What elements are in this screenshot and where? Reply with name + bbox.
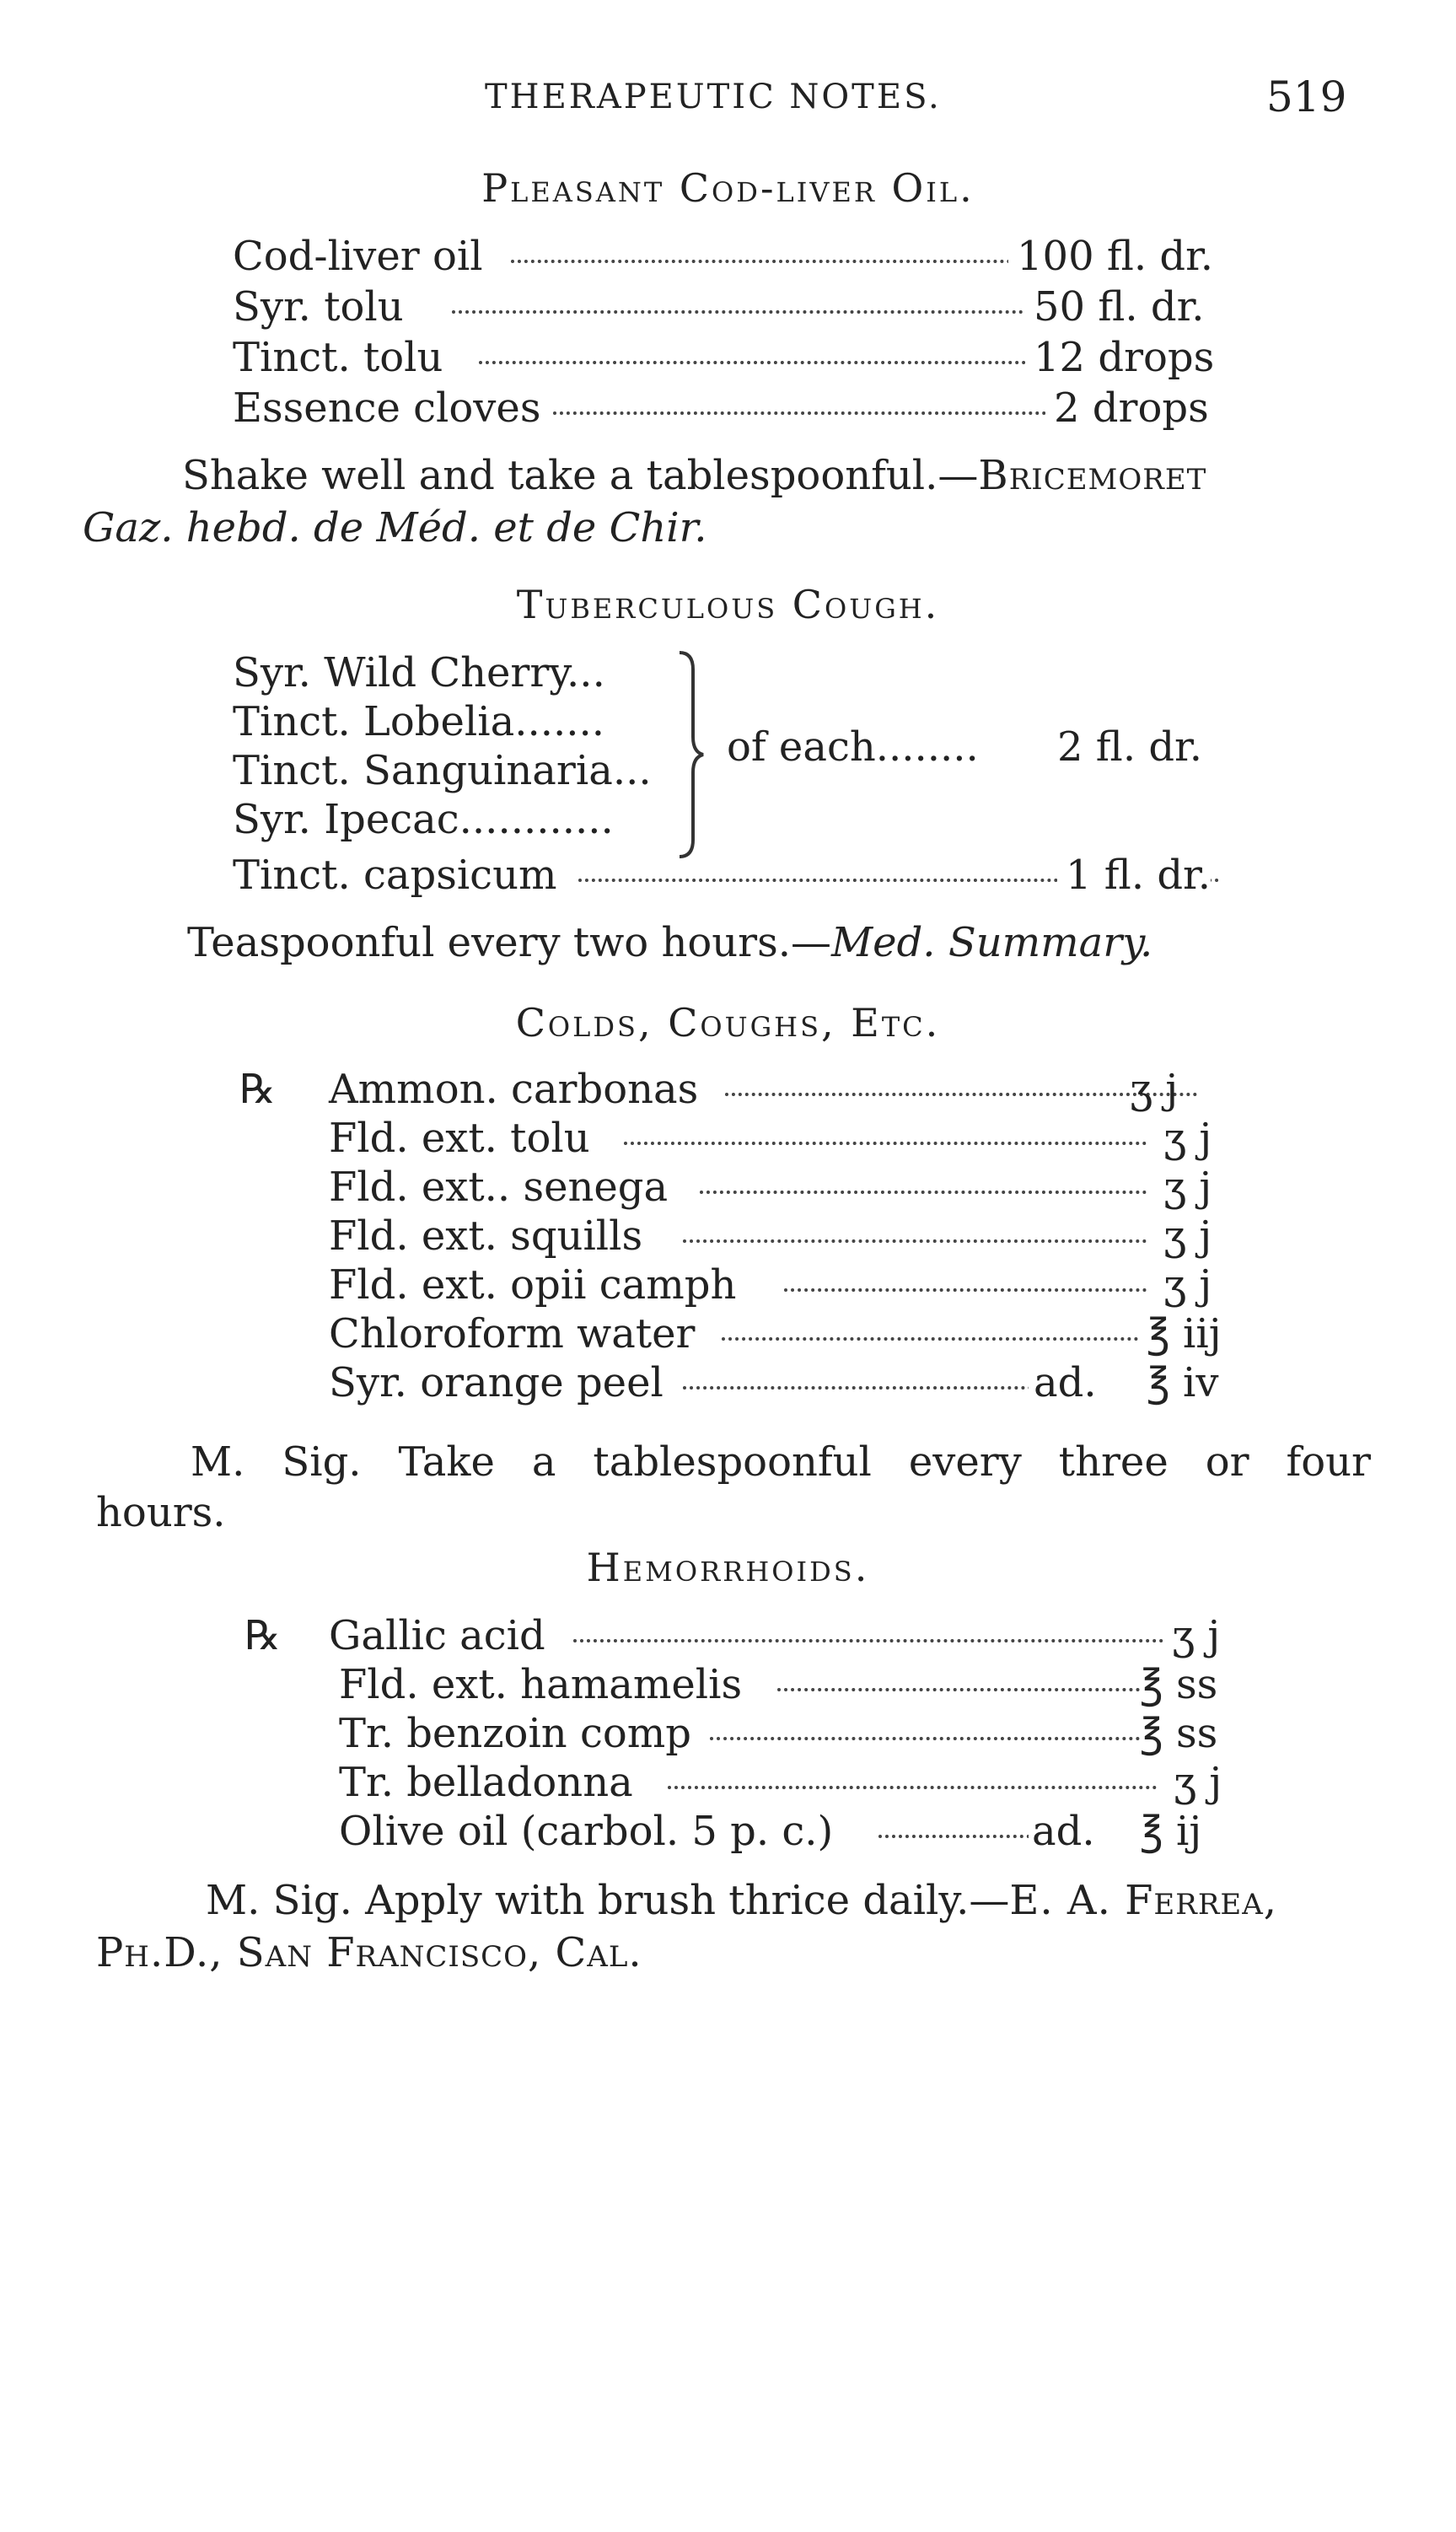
- recipe-item: [329, 1261, 1239, 1312]
- ingredient-quantity: ℥ iv: [1147, 1359, 1219, 1406]
- section-heading-tuberculous-cough: Tuberculous Cough.: [516, 582, 940, 627]
- dot-leader: [725, 1093, 1197, 1096]
- ingredient-name: Fld. ext. tolu: [329, 1115, 590, 1162]
- ingredient-quantity: 100 fl. dr.: [1008, 233, 1213, 280]
- note-author: E. A. Ferrea,: [1009, 1877, 1278, 1924]
- dot-leader: [668, 1786, 1157, 1789]
- note-author: Bricemoret: [978, 452, 1207, 499]
- ingredient-quantity: ʒ j: [1163, 1261, 1212, 1309]
- recipe-item: [339, 1759, 1239, 1809]
- recipe-sign: ℞: [244, 1612, 282, 1659]
- recipe-item: [329, 1066, 1239, 1116]
- recipe-item: [329, 1310, 1239, 1361]
- note-text: Shake well and take a tablespoonful.—: [182, 452, 979, 499]
- recipe-item: [233, 852, 1219, 902]
- recipe-item: [329, 1164, 1239, 1214]
- ingredient-name: Fld. ext. hamamelis: [339, 1661, 743, 1708]
- group-quantity-text: 2 fl. dr.: [1057, 723, 1202, 771]
- dot-leader: [683, 1239, 1147, 1243]
- note-line: Ph.D., San Francisco, Cal.: [96, 1929, 642, 1976]
- ingredient-quantity: ʒ j: [1172, 1612, 1221, 1659]
- ingredient-quantity: ʒ j: [1163, 1115, 1212, 1162]
- ingredient-name: Tinct. capsicum: [233, 852, 557, 899]
- recipe-item: [233, 283, 1219, 334]
- note-text: Teaspoonful every two hours.—: [187, 919, 832, 966]
- recipe-item: [339, 1808, 1239, 1858]
- dot-leader: [710, 1737, 1140, 1740]
- ingredient-quantity: ℥ ss: [1140, 1661, 1218, 1708]
- ingredient-quantity: 12 drops: [1025, 334, 1214, 381]
- section-heading-colds-coughs: Colds, Coughs, Etc.: [515, 1000, 941, 1046]
- ingredient-quantity: ℥ iij: [1147, 1310, 1222, 1357]
- section-heading-hemorrhoids: Hemorrhoids.: [586, 1545, 870, 1590]
- dot-leader: [784, 1288, 1147, 1292]
- ingredient-name: Syr. orange peel: [329, 1359, 664, 1406]
- dot-leader: [573, 1639, 1163, 1642]
- ingredient-quantity: ʒ j: [1130, 1066, 1179, 1113]
- note-source: Gaz. hebd. de Méd. et de Chir.: [83, 504, 707, 551]
- dot-leader: [878, 1835, 1030, 1838]
- ingredient-name: Tinct. Sanguinaria...: [233, 747, 652, 794]
- ingredient-name: Essence cloves: [233, 384, 541, 432]
- dot-leader: [624, 1142, 1147, 1145]
- ingredient-quantity: 1 fl. dr.: [1057, 852, 1211, 899]
- dot-leader: [722, 1337, 1138, 1341]
- recipe-item: [233, 233, 1219, 283]
- page-number: 519: [1266, 73, 1347, 121]
- ingredient-name: Tinct. tolu: [233, 334, 443, 381]
- ingredient-suffix: ad.: [1029, 1808, 1095, 1855]
- section-heading-cod-liver-oil: Pleasant Cod-liver Oil.: [481, 165, 975, 211]
- group-label-text: of each........: [727, 723, 979, 771]
- ingredient-quantity: ʒ j: [1163, 1164, 1212, 1211]
- recipe-item: [233, 384, 1219, 435]
- ingredient-name: Olive oil (carbol. 5 p. c.): [339, 1808, 834, 1855]
- ingredient-name: Tinct. Lobelia.......: [233, 698, 604, 745]
- recipe-item: [329, 1115, 1239, 1165]
- note-line: hours.: [96, 1489, 226, 1536]
- ingredient-name: Syr. tolu: [233, 283, 404, 331]
- ingredient-quantity: ℥ ij: [1140, 1808, 1202, 1855]
- ingredient-name: Chloroform water: [329, 1310, 696, 1357]
- ingredient-name: Fld. ext. opii camph: [329, 1261, 737, 1309]
- ingredient-name: Tr. belladonna: [339, 1759, 633, 1806]
- note-line: [182, 452, 1206, 499]
- ingredient-quantity: 50 fl. dr.: [1025, 283, 1205, 331]
- ingredient-name: Tr. benzoin comp: [339, 1710, 691, 1757]
- ingredient-name: Fld. ext. squills: [329, 1212, 643, 1260]
- ingredient-quantity: ʒ j: [1174, 1759, 1222, 1806]
- recipe-item: [329, 1212, 1239, 1263]
- recipe-item: [339, 1661, 1239, 1712]
- ingredient-name: Cod-liver oil: [233, 233, 483, 280]
- ingredient-name: Ammon. carbonas: [329, 1066, 699, 1113]
- ingredient-name: Gallic acid: [329, 1612, 545, 1659]
- ingredient-name: Syr. Ipecac............: [233, 796, 614, 843]
- dot-leader: [777, 1688, 1140, 1691]
- recipe-item: [233, 334, 1219, 384]
- note-line: [187, 919, 1152, 966]
- running-head: [0, 73, 1456, 125]
- ingredient-quantity: ℥ ss: [1140, 1710, 1218, 1757]
- note-line: M. Sig. Take a tablespoonful every three or four: [191, 1438, 1371, 1486]
- ingredient-name: Fld. ext.. senega: [329, 1164, 669, 1211]
- recipe-item: [329, 1612, 1239, 1663]
- note-text: M. Sig. Apply with brush thrice daily.—: [206, 1877, 1010, 1924]
- ingredient-suffix: ad.: [1029, 1359, 1097, 1406]
- note-line: [206, 1877, 1277, 1924]
- recipe-item: [339, 1710, 1239, 1761]
- dot-leader: [700, 1191, 1147, 1194]
- ingredient-quantity: ʒ j: [1163, 1212, 1212, 1260]
- running-head-title: THERAPEUTIC NOTES.: [485, 78, 942, 116]
- ingredient-quantity: 2 drops: [1045, 384, 1209, 432]
- recipe-sign: ℞: [239, 1066, 277, 1113]
- note-source: Med. Summary.: [831, 919, 1153, 966]
- recipe-item: [329, 1359, 1239, 1410]
- grouping-brace: [674, 649, 708, 860]
- dot-leader: [683, 1386, 1045, 1390]
- ingredient-name: Syr. Wild Cherry...: [233, 649, 605, 696]
